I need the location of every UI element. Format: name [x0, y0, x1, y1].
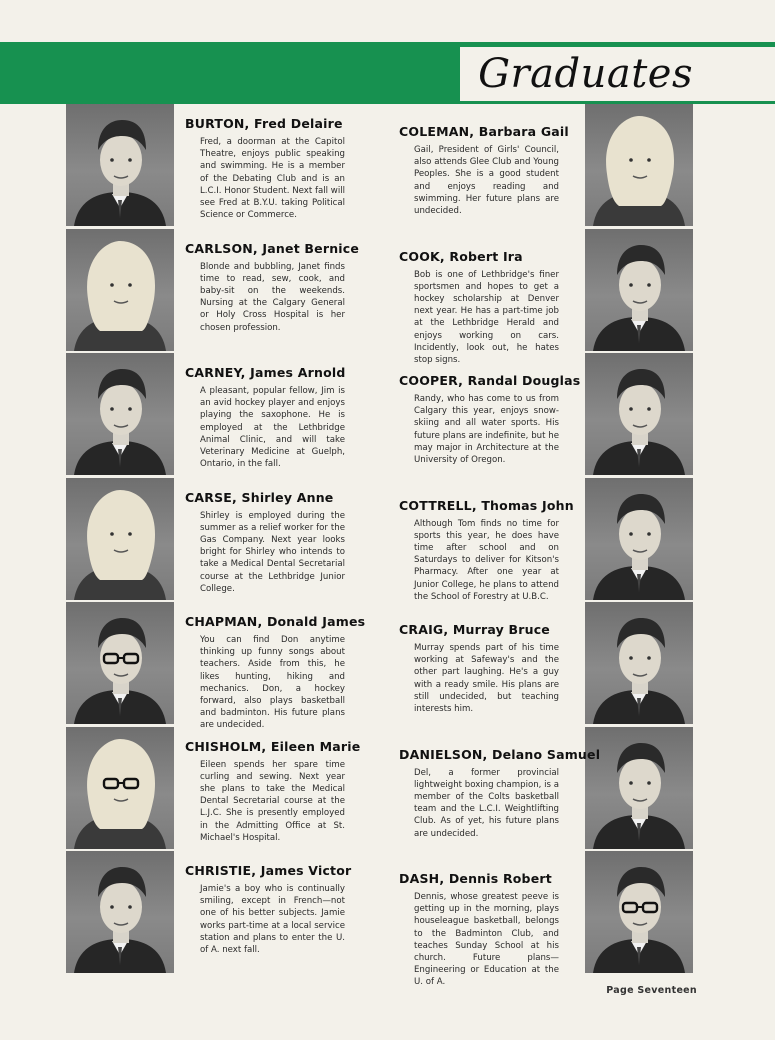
graduate-name: COOPER, Randal Douglas: [399, 373, 581, 388]
graduate-bio: Bob is one of Lethbridge's finer sportsmen and hopes to get a hockey scholarship at Denver next year. He has a part-time job at the Lethbridge Herald and enjoys working on cars. Incidently, look out, he hates stop signs.: [414, 269, 559, 365]
graduate-portrait: [585, 851, 693, 973]
graduate-name: CHISHOLM, Eileen Marie: [185, 738, 361, 754]
graduate-bio: Murray spends part of his time working at Safeway's and the other part laughing. He's a guy with a ready smile. His plans are still undecided, but teaching interests him.: [414, 643, 559, 715]
graduate-name: COOK, Robert Ira: [399, 248, 523, 264]
graduate-portrait: [585, 602, 693, 724]
graduate-portrait: [66, 104, 174, 226]
graduate-name: COTTRELL, Thomas John: [399, 497, 574, 513]
graduate-bio: Del, a former provincial lightweight boxing champion, is a member of the Colts basketball team and the L.C.I. Weightlifting Club. As of yet, his future plans are undecided.: [414, 767, 559, 839]
graduate-portrait: [66, 229, 174, 351]
graduate-bio: Gail, President of Girls' Council, also attends Glee Club and Young Peoples. She is a good student and enjoys reading and swimming. Her future plans are undecided.: [414, 145, 559, 217]
graduate-portrait: [585, 727, 693, 849]
graduate-name: CRAIG, Murray Bruce: [399, 622, 550, 637]
graduate-name: CARSE, Shirley Anne: [185, 489, 334, 505]
graduate-bio: Although Tom finds no time for sports this year, he does have time after school and on Saturdays to deliver for Kitson's Pharmacy. After one year at Junior College, he plans to attend the School of Forestry at U.B.C.: [414, 518, 559, 602]
graduate-name: BURTON, Fred Delaire: [185, 116, 343, 131]
graduate-name: CHAPMAN, Donald James: [185, 614, 366, 629]
graduate-portrait: [585, 104, 693, 226]
graduate-portrait: [585, 353, 693, 475]
graduate-name: DASH, Dennis Robert: [399, 871, 552, 886]
graduate-bio: Dennis, whose greatest peeve is getting up in the morning, plays houseleague basketball, belongs to the Badminton Club, and teaches Sunday School at his church. Future plans—Engineering or Education at the U. of A.: [414, 892, 559, 988]
graduate-bio: Shirley is employed during the summer as a relief worker for the Gas Company. Next year looks bright for Shirley who intends to take a Medical Dental Secretarial course at the Lethbridge Junior College.: [200, 510, 345, 594]
graduate-bio: A pleasant, popular fellow, Jim is an avid hockey player and enjoys playing the saxophone. He is employed at the Lethbridge Animal Clinic, and will take Veterinary Medicine at Guelph, Ontario, in the fall.: [200, 386, 345, 470]
graduate-bio: You can find Don anytime thinking up funny songs about teachers. Aside from this, he likes hunting, hiking and mechanics. Don, a hockey forward, also plays basketball and badminton. His future plans are undecided.: [200, 635, 345, 731]
graduate-bio: Blonde and bubbling, Janet finds time to read, sew, cook, and baby-sit on the weekends. Nursing at the Calgary General or Holy Cross Hospital is her chosen profession.: [200, 261, 345, 333]
graduate-name: CHRISTIE, James Victor: [185, 863, 352, 878]
graduate-portrait: [66, 602, 174, 724]
graduate-portrait: [585, 229, 693, 351]
graduate-bio: Fred, a doorman at the Capitol Theatre, enjoys public speaking and swimming. He is a member of the Debating Club and is an L.C.I. Honor Student. Next fall will see Fred at B.Y.U. taking Political Science or Commerce.: [200, 137, 345, 221]
graduate-portrait: [66, 851, 174, 973]
page-number: Page Seventeen: [606, 985, 697, 996]
graduate-bio: Jamie's a boy who is continually smiling, except in French—not one of his better subjects. Jamie works part-time at a local service station and plans to enter the U. of A. next fall.: [200, 884, 345, 956]
graduate-bio: Eileen spends her spare time curling and sewing. Next year she plans to take the Medical Dental Secretarial course at the L.J.C. She is presently employed in the Admitting Office at St. Michael's Hospital.: [200, 759, 345, 843]
graduate-name: COLEMAN, Barbara Gail: [399, 124, 569, 139]
graduate-name: CARLSON, Janet Bernice: [185, 240, 360, 256]
page-title: Graduates: [460, 47, 775, 101]
graduate-portrait: [66, 727, 174, 849]
graduate-portrait: [66, 353, 174, 475]
graduate-portrait: [585, 478, 693, 600]
graduate-name: DANIELSON, Delano Samuel: [399, 746, 601, 762]
graduate-portrait: [66, 478, 174, 600]
graduate-bio: Randy, who has come to us from Calgary this year, enjoys snow-skiing and all water sports. His future plans are indefinite, but he may major in Architecture at the University of Oregon.: [414, 394, 559, 466]
graduate-name: CARNEY, James Arnold: [185, 365, 346, 380]
